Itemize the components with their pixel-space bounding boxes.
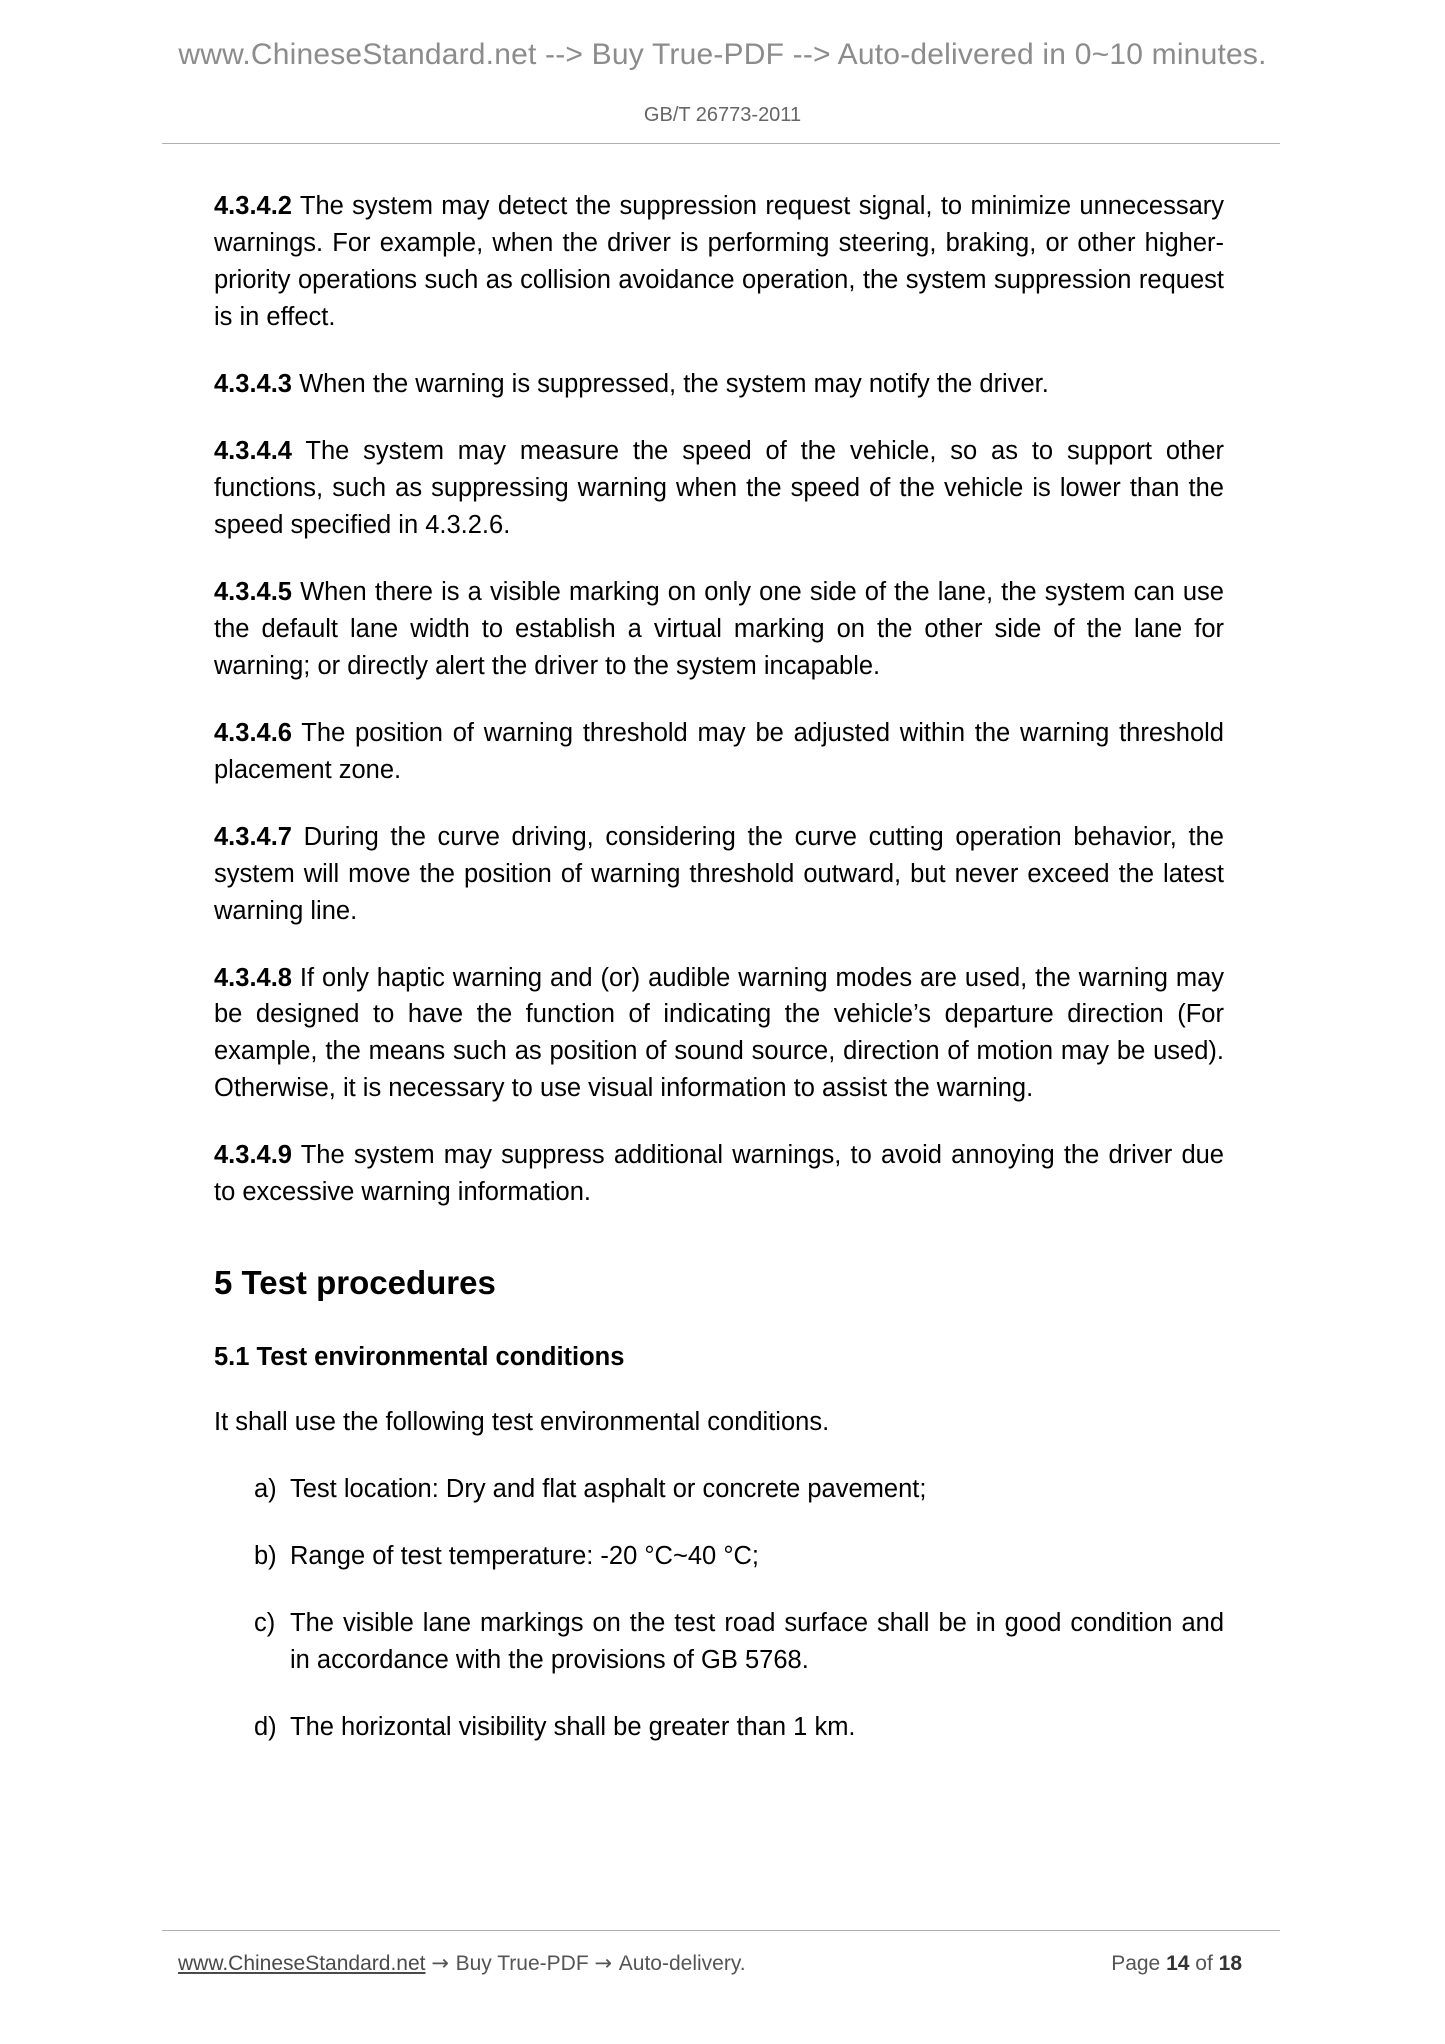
footer-divider	[162, 1930, 1280, 1931]
clause-paragraph	[214, 1137, 1224, 1211]
list-marker: a)	[254, 1475, 277, 1504]
page-number: 14	[1166, 1952, 1190, 1975]
section-heading: 5 Test procedures	[214, 1264, 496, 1302]
clause-text: The system may measure the speed of the vehicle, so as to support other functions, such as suppressing warning when the speed of the vehicle is lower than the speed specified in 4.3.2.6.	[214, 436, 1224, 539]
list-item	[214, 1538, 1224, 1575]
document-content	[214, 188, 1224, 1776]
subsection-heading: 5.1 Test environmental conditions	[214, 1342, 625, 1371]
clause-paragraph	[214, 188, 1224, 336]
clause-number: 4.3.4.7	[214, 822, 292, 851]
arrow-right-icon: →	[594, 1951, 619, 1975]
list-marker: c)	[254, 1608, 276, 1637]
clause-number: 4.3.4.5	[214, 577, 292, 606]
header-divider	[162, 143, 1280, 144]
clause-number: 4.3.4.4	[214, 436, 292, 465]
clause-text: The system may detect the suppression request signal, to minimize unnecessary warnings. For example, when the driver is performing steering, braking, or other higher-priority operations such as collision avoidance operation, the system suppression request is in effect.	[214, 192, 1224, 331]
footer-site-link[interactable]: www.ChineseStandard.net	[178, 1952, 426, 1975]
clause-paragraph	[214, 574, 1224, 685]
arrow-right-icon: →	[431, 1951, 456, 1975]
clause-number: 4.3.4.2	[214, 192, 292, 220]
list-item-text: The visible lane markings on the test road surface shall be in good condition and in accordance with the provisions of GB 5768.	[290, 1608, 1224, 1674]
clause-text: The system may suppress additional warnings, to avoid annoying the driver due to excessive warning information.	[214, 1141, 1224, 1207]
total-pages: 18	[1218, 1952, 1242, 1975]
page-indicator	[1111, 1952, 1242, 1976]
list-marker: b)	[254, 1541, 277, 1570]
list-item-text: The horizontal visibility shall be greater than 1 km.	[290, 1712, 856, 1741]
footer-row	[162, 1951, 1280, 1976]
list-item	[214, 1605, 1224, 1679]
footer-delivery-label: Auto-delivery.	[618, 1952, 746, 1975]
clause-paragraph	[214, 715, 1224, 789]
clause-paragraph	[214, 366, 1224, 403]
of-label: of	[1195, 1952, 1213, 1975]
watermark-banner: www.ChineseStandard.net --> Buy True-PDF --> Auto-delivered in 0~10 minutes.	[178, 38, 1267, 71]
intro-paragraph: It shall use the following test environmental conditions.	[214, 1408, 830, 1437]
page-footer	[162, 1930, 1280, 1976]
clause-paragraph	[214, 433, 1224, 544]
clause-number: 4.3.4.9	[214, 1141, 292, 1170]
footer-buy-label[interactable]: Buy True-PDF	[455, 1952, 589, 1975]
clause-number: 4.3.4.6	[214, 718, 292, 747]
list-item-text: Test location: Dry and flat asphalt or concrete pavement;	[290, 1475, 927, 1504]
list-item-text: Range of test temperature: -20 °C~40 °C;	[290, 1541, 760, 1570]
standard-number: GB/T 26773-2011	[643, 104, 802, 126]
clause-text: If only haptic warning and (or) audible warning modes are used, the warning may be designed to have the function of indicating the vehicle’s departure direction (For example, the means such as position of sound source, direction of motion may be used). Otherwise, it is necessary to use visual information to assist the warning.	[214, 963, 1224, 1103]
clause-text: When there is a visible marking on only one side of the lane, the system can use the default lane width to establish a virtual marking on the other side of the lane for warning; or directly alert the driver to the system incapable.	[214, 577, 1224, 680]
clause-paragraph	[214, 819, 1224, 930]
clause-number: 4.3.4.3	[214, 369, 292, 398]
page-label: Page	[1111, 1952, 1161, 1975]
clause-text: When the warning is suppressed, the system may notify the driver.	[291, 369, 1049, 398]
list-item	[214, 1471, 1224, 1508]
footer-links	[178, 1951, 746, 1976]
clause-paragraph	[214, 960, 1224, 1108]
clause-number: 4.3.4.8	[214, 963, 292, 992]
clause-text: During the curve driving, considering the curve cutting operation behavior, the system will move the position of warning threshold outward, but never exceed the latest warning line.	[214, 822, 1224, 925]
list-item	[214, 1709, 1224, 1746]
clause-text: The position of warning threshold may be adjusted within the warning threshold placement zone.	[214, 718, 1224, 784]
list-marker: d)	[254, 1712, 277, 1741]
